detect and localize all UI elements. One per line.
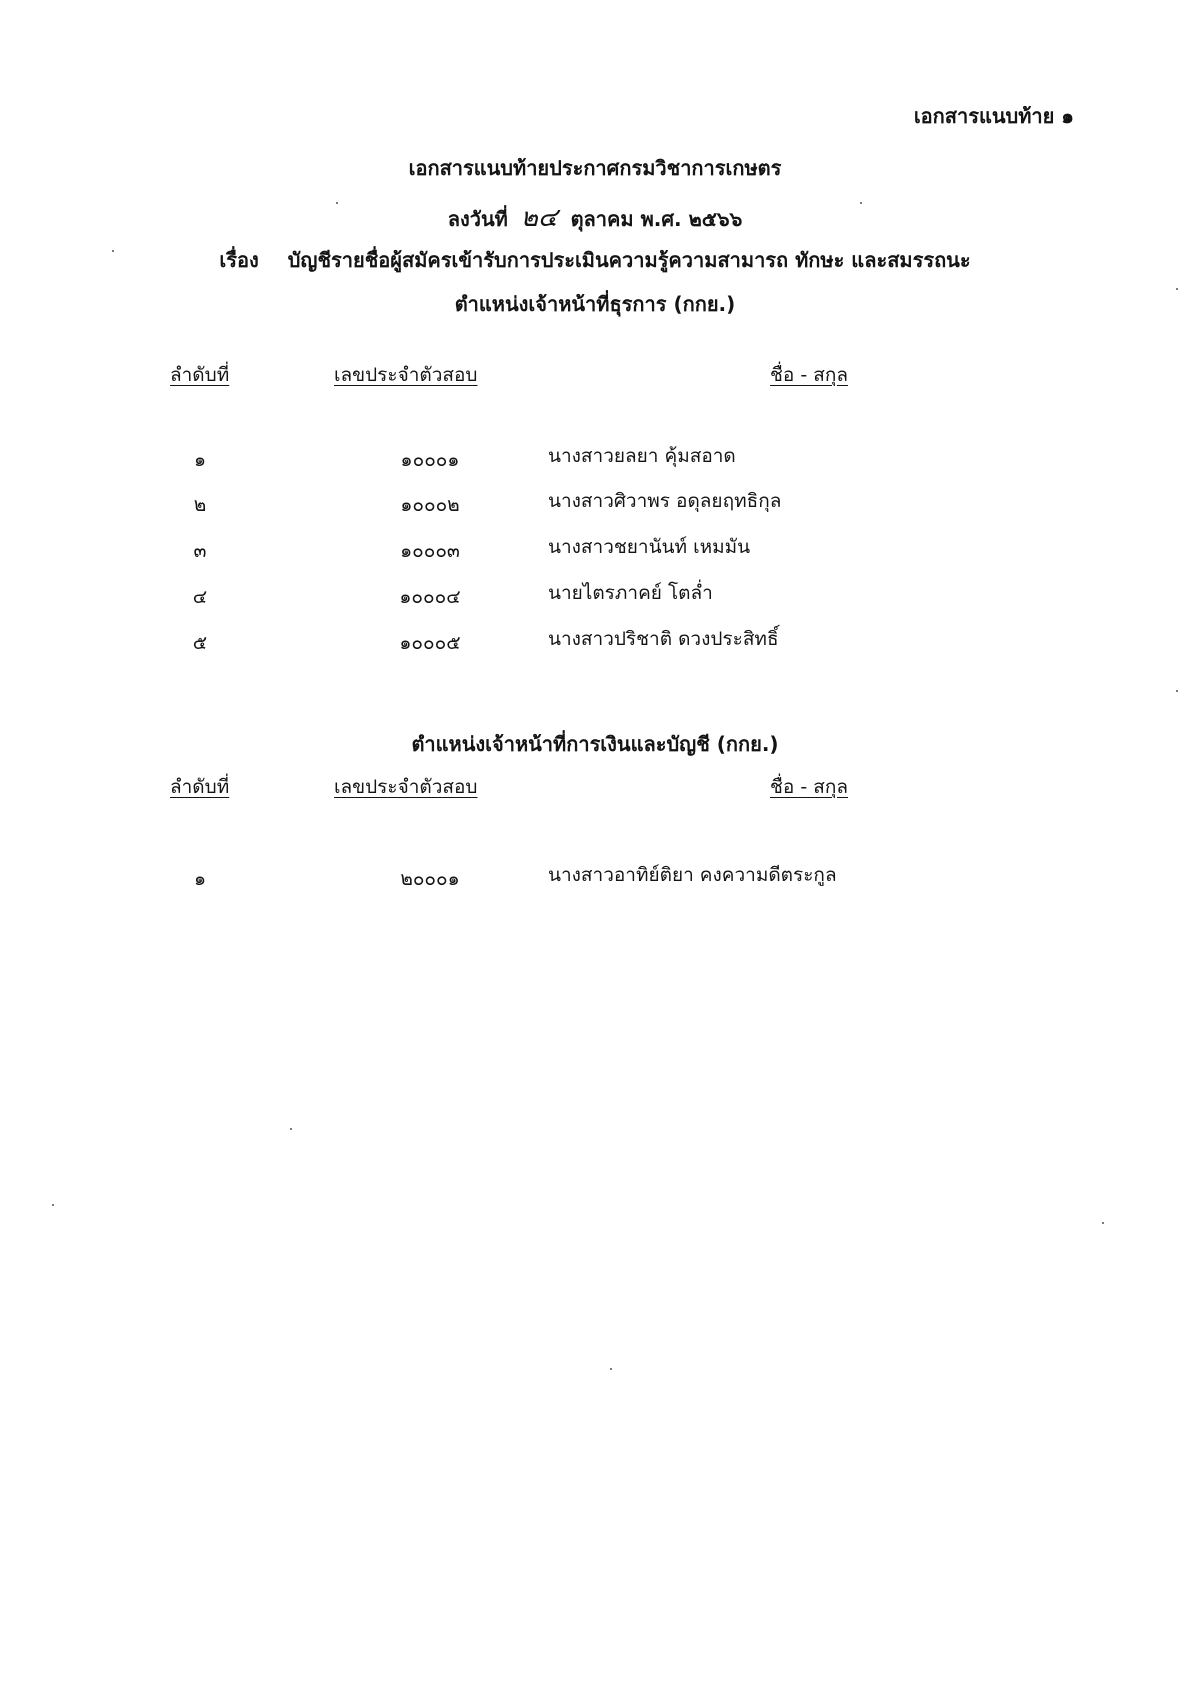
date-month-year: ตุลาคม พ.ศ. ๒๕๖๖	[570, 207, 743, 231]
scan-speck	[1176, 690, 1178, 692]
row-exam-id: ๑๐๐๐๕	[399, 632, 461, 654]
scan-speck	[610, 1368, 612, 1370]
announcement-title: เอกสารแนบท้ายประกาศกรมวิชาการเกษตร	[408, 156, 782, 180]
row-name: นายไตรภาคย์ โตล่ำ	[548, 582, 713, 604]
row-name: นางสาวยลยา คุ้มสอาด	[548, 445, 736, 467]
column-header-name: ชื่อ - สกุล	[770, 364, 848, 386]
row-name: นางสาวศิวาพร อดุลยฤทธิกุล	[548, 490, 782, 512]
row-exam-id: ๑๐๐๐๔	[399, 586, 461, 608]
row-name: นางสาวปริชาติ ดวงประสิทธิ์	[548, 628, 779, 650]
column-header-order: ลำดับที่	[170, 364, 230, 386]
subject-text: บัญชีรายชื่อผู้สมัครเข้ารับการประเมินความรู้ความสามารถ ทักษะ และสมรรถนะ	[287, 248, 971, 272]
row-exam-id: ๑๐๐๐๑	[400, 449, 460, 471]
column-header-exam-id: เลขประจำตัวสอบ	[334, 364, 478, 386]
row-exam-id: ๑๐๐๐๓	[400, 540, 460, 562]
column-header-exam-id: เลขประจำตัวสอบ	[334, 776, 478, 798]
date-prefix: ลงวันที่	[447, 207, 508, 231]
row-name: นางสาวอาทิย์ติยา คงความดีตระกูล	[548, 864, 837, 886]
announcement-date	[0, 197, 1190, 238]
scan-speck	[52, 1204, 54, 1206]
scan-speck	[1102, 1222, 1104, 1224]
row-order: ๒	[193, 494, 207, 516]
row-order: ๑	[193, 449, 207, 471]
attachment-label: เอกสารแนบท้าย ๑	[913, 104, 1074, 128]
column-header-order: ลำดับที่	[170, 776, 230, 798]
position-title-2: ตำแหน่งเจ้าหน้าที่การเงินและบัญชี (กกย.)	[411, 732, 779, 756]
row-order: ๔	[192, 586, 208, 608]
row-order: ๕	[192, 632, 208, 654]
subject-label: เรื่อง	[219, 248, 259, 272]
row-exam-id: ๒๐๐๐๑	[400, 868, 460, 890]
scan-speck	[336, 202, 338, 204]
position-title-1: ตำแหน่งเจ้าหน้าที่ธุรการ (กกย.)	[454, 292, 736, 316]
announcement-subject	[0, 244, 1190, 276]
scan-speck	[112, 250, 114, 252]
scan-speck	[290, 1128, 292, 1130]
row-order: ๓	[193, 540, 207, 562]
row-order: ๑	[193, 868, 207, 890]
row-name: นางสาวชยานันท์ เหมมัน	[548, 536, 751, 558]
scan-speck	[860, 202, 862, 204]
column-header-name: ชื่อ - สกุล	[770, 776, 848, 798]
scan-speck	[1176, 288, 1178, 290]
row-exam-id: ๑๐๐๐๒	[400, 494, 460, 516]
date-day-handwritten: ๒๔	[520, 203, 558, 233]
